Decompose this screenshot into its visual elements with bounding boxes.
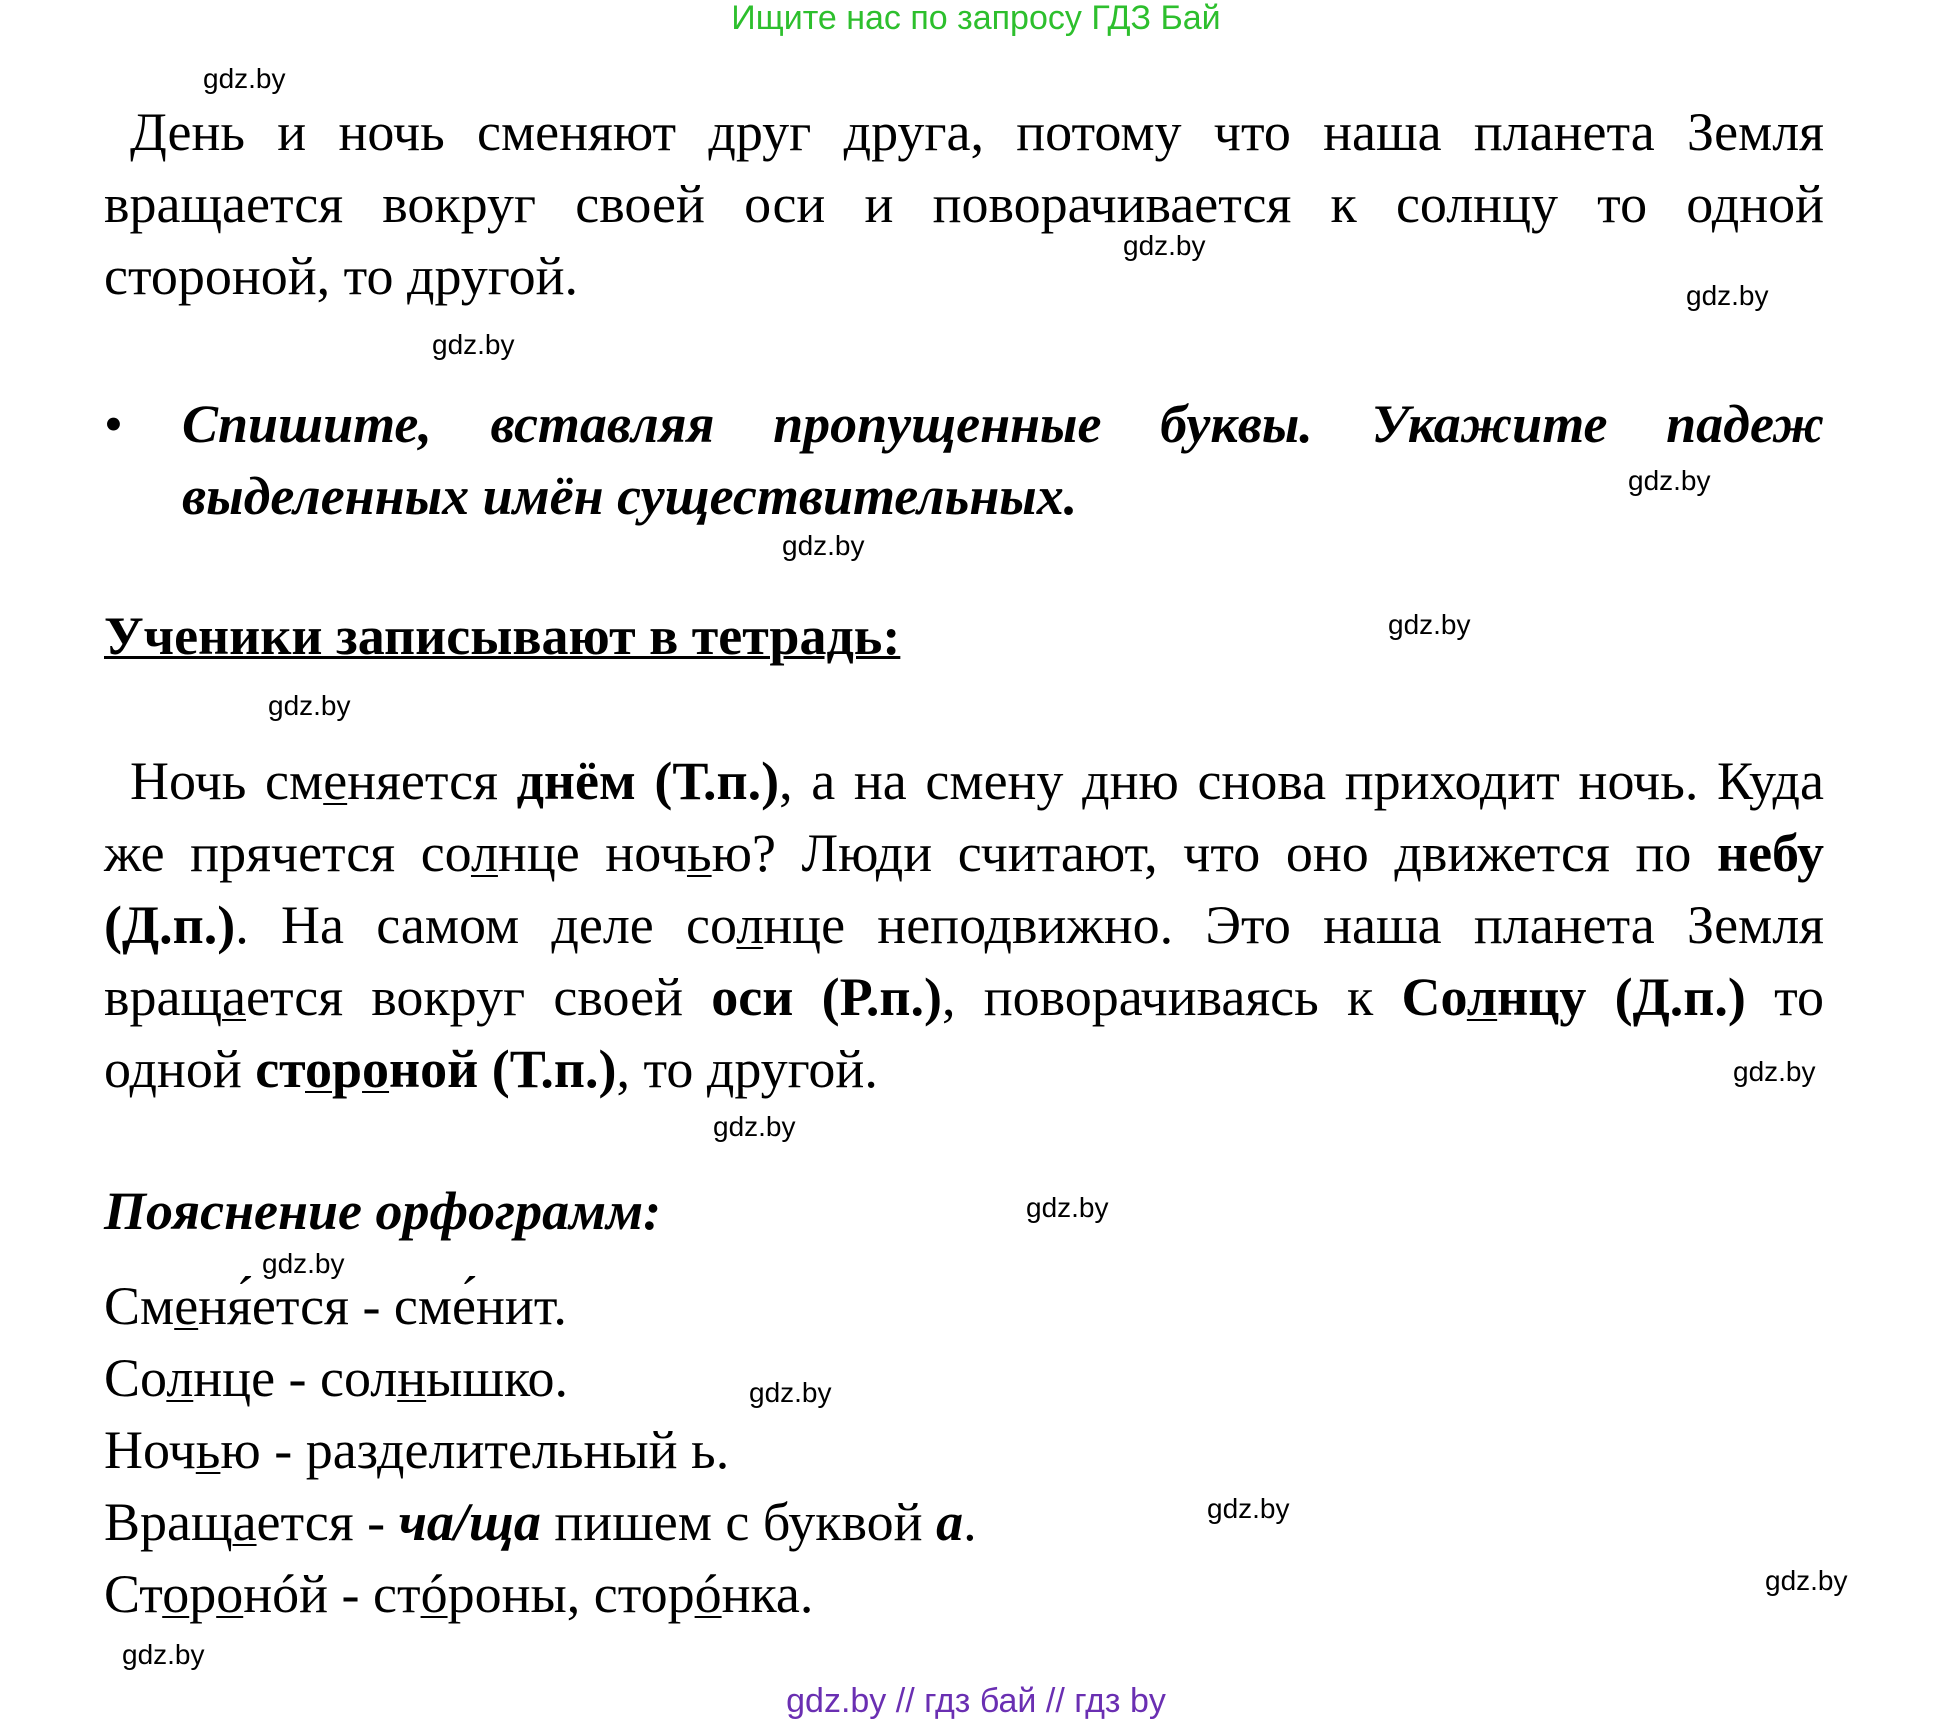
watermark: gdz.by — [749, 1377, 832, 1408]
watermark: gdz.by — [1733, 1056, 1816, 1087]
search-banner: Ищите нас по запросу ГДЗ Бай — [731, 0, 1221, 37]
watermark: gdz.by — [1123, 230, 1206, 261]
watermark: gdz.by — [782, 530, 865, 561]
footer-links: gdz.by // гдз бай // гдз by — [786, 1682, 1166, 1720]
watermark: gdz.by — [268, 690, 351, 721]
watermark: gdz.by — [203, 63, 286, 94]
task-text: Спишите, вставляя пропущенные буквы. Укажите падеж выделенных имён существительных. — [182, 394, 1824, 526]
bullet-icon: • — [104, 394, 123, 454]
watermark: gdz.by — [1765, 1565, 1848, 1596]
explanation-line-3: Ночью - разделительный ь. — [104, 1420, 730, 1480]
watermark: gdz.by — [1388, 609, 1471, 640]
watermark: gdz.by — [1628, 465, 1711, 496]
answer-paragraph: Ночь сменяется днём (Т.п.), а на смену дню снова приходит ночь. Куда же прячется солнце ночью? Люди считают, что оно движется по небу (Д.п.). На самом деле солнце неподвижно. Это наша планета Земля вращается вокруг своей оси (Р.п.), поворачиваясь к Солнцу (Д.п.) то одной стороной (Т.п.), то другой. — [104, 751, 1825, 1099]
watermark: gdz.by — [713, 1111, 796, 1142]
watermark: gdz.by — [1686, 280, 1769, 311]
answer-block — [104, 745, 1824, 1105]
explanation-title: Пояснение орфограмм: — [104, 1181, 662, 1241]
explanation-line-4: Вращается - ча/ща пишем с буквой а. — [104, 1492, 977, 1552]
intro-paragraph: День и ночь сменяют друг друга, потому что наша планета Земля вращается вокруг своей оси и поворачивается к солнцу то одной стороной, то другой. — [104, 102, 1824, 306]
explanation-line-5: Сторонóй - стóроны, сторóнка. — [104, 1564, 814, 1624]
watermark: gdz.by — [262, 1248, 345, 1279]
explanation-line-2: Солнце - солнышко. — [104, 1348, 568, 1408]
intro-block — [104, 96, 1824, 312]
explanation-line-1: Сменя́ется - сме́нит. — [104, 1276, 567, 1336]
watermark: gdz.by — [1207, 1493, 1290, 1524]
task-row — [104, 388, 1824, 532]
notebook-heading: Ученики записывают в тетрадь: — [104, 606, 901, 666]
watermark: gdz.by — [122, 1639, 205, 1670]
watermark: gdz.by — [1026, 1192, 1109, 1223]
explanation-list — [104, 1270, 977, 1630]
watermark: gdz.by — [432, 329, 515, 360]
